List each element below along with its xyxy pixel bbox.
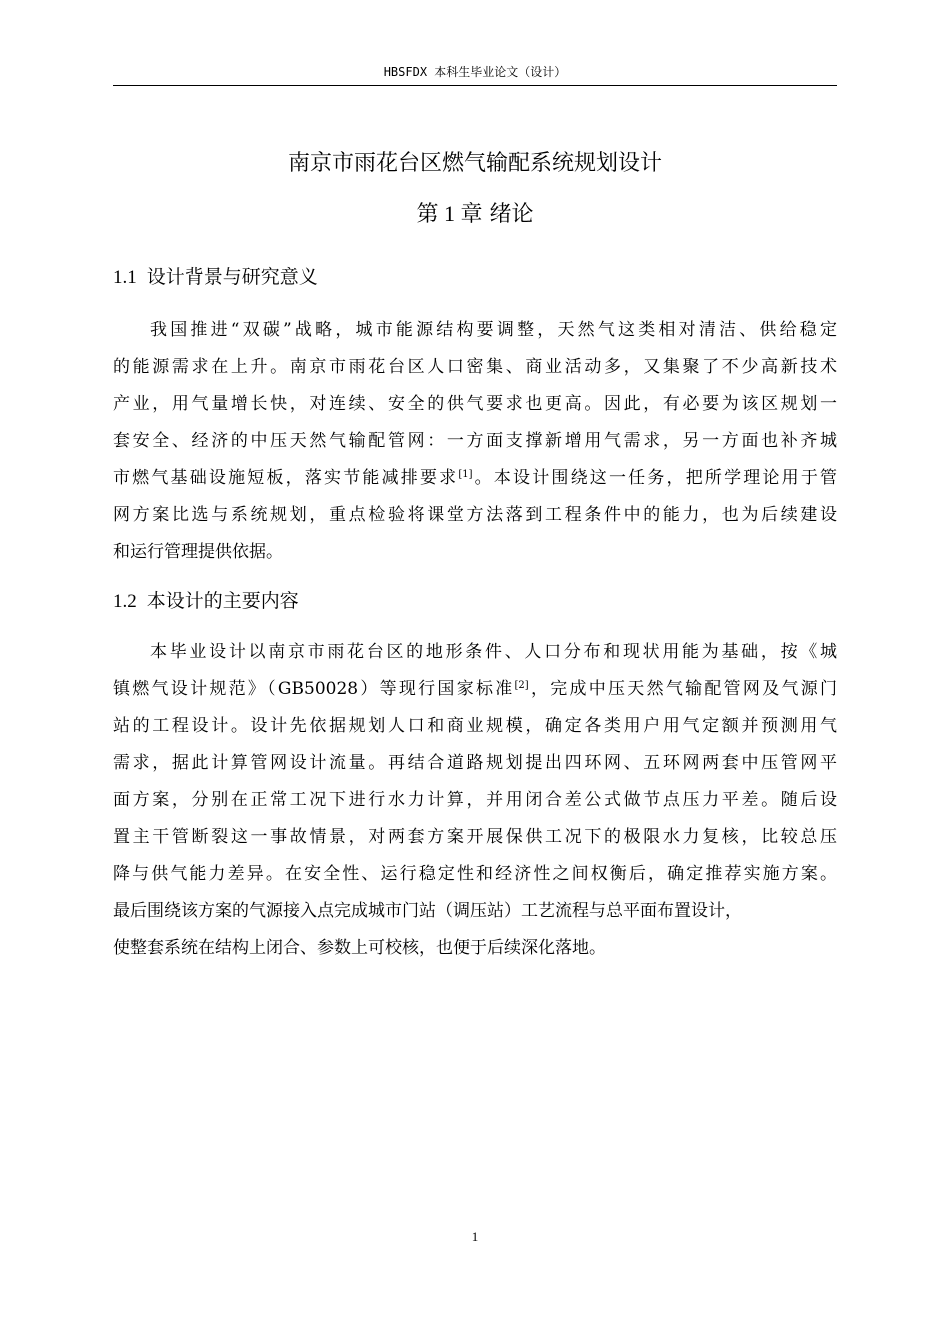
line-text: 镇燃气设计规范》（GB50028）等现行国家标准 — [113, 679, 515, 699]
section-number: 1.1 — [113, 267, 137, 288]
paragraph-line: 置主干管断裂这一事故情景，对两套方案开展保供工况下的极限水力复核，比较总压 — [113, 827, 837, 847]
section-title: 设计背景与研究意义 — [146, 266, 318, 288]
page-number: 1 — [471, 1229, 479, 1244]
paragraph-main-content — [113, 634, 837, 967]
thesis-title: 南京市雨花台区燃气输配系统规划设计 — [287, 151, 662, 176]
line-text: 市燃气基础设施短板，落实节能减排要求 — [113, 468, 459, 488]
paragraph-line: 和运行管理提供依据。 — [113, 542, 283, 562]
paragraph-line: 面方案，分别在正常工况下进行水力计算，并用闭合差公式做节点压力平差。随后设 — [113, 790, 837, 810]
paragraph-line: 站的工程设计。设计先依据规划人口和商业规模，确定各类用户用气定额并预测用气 — [113, 716, 837, 736]
header-rule — [113, 85, 837, 86]
paragraph-line: 降与供气能力差异。在安全性、运行稳定性和经济性之间权衡后，确定推荐实施方案。 — [113, 864, 837, 884]
paragraph-line: 我国推进“双碳”战略，城市能源结构要调整，天然气这类相对清洁、供给稳定 — [150, 320, 837, 340]
chapter-title — [113, 196, 837, 233]
paragraph-line: 套安全、经济的中压天然气输配管网：一方面支撑新增用气需求，另一方面也补齐城 — [113, 431, 837, 451]
paragraph-line: 需求，据此计算管网设计流量。再结合道路规划提出四环网、五环网两套中压管网平 — [113, 753, 837, 773]
citation-marker: [2] — [514, 680, 529, 691]
paragraph-background — [113, 312, 837, 571]
paragraph-line: 本毕业设计以南京市雨花台区的地形条件、人口分布和现状用能为基础，按《城 — [150, 642, 837, 662]
paragraph-line — [113, 460, 837, 497]
paragraph-line: 产业，用气量增长快，对连续、安全的供气要求也更高。因此，有必要为该区规划一 — [113, 394, 837, 414]
section-heading-1-1 — [113, 262, 837, 293]
paragraph-line: 的能源需求在上升。南京市雨花台区人口密集、商业活动多，又集聚了不少高新技术 — [113, 357, 837, 377]
citation-marker: [1] — [458, 469, 473, 480]
paragraph-line: 网方案比选与系统规划，重点检验将课堂方法落到工程条件中的能力，也为后续建设 — [113, 505, 837, 525]
running-header: HBSFDX 本科生毕业论文（设计） — [383, 65, 567, 79]
chapter-number: 第 1 章 — [416, 201, 483, 226]
section-number: 1.2 — [113, 591, 137, 612]
paragraph-line: 最后围绕该方案的气源接入点完成城市门站（调压站）工艺流程与总平面布置设计， — [113, 901, 742, 921]
line-text: ，完成中压天然气输配管网及气源门 — [528, 679, 837, 699]
section-title: 本设计的主要内容 — [146, 590, 299, 612]
line-text: 。本设计围绕这一任务，把所学理论用于管 — [472, 468, 837, 488]
paragraph-line: 使整套系统在结构上闭合、参数上可校核，也便于后续深化落地。 — [113, 938, 606, 958]
chapter-name: 绪论 — [489, 202, 534, 227]
paragraph-line — [113, 671, 837, 708]
section-heading-1-2 — [113, 586, 837, 617]
